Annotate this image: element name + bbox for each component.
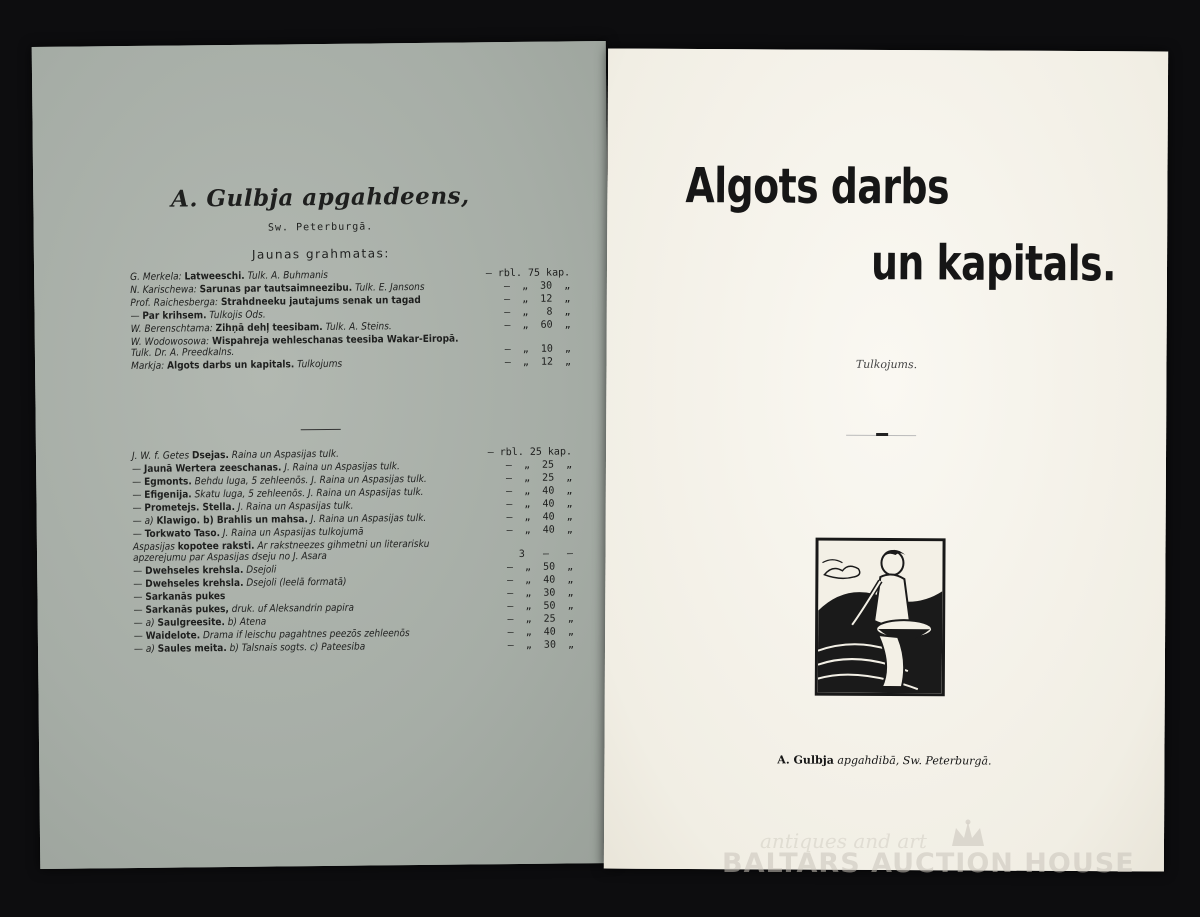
book-note: Ar rakstneezes gihmetni un literarisku apzerejumu par Aspasijas dseju no J. Asara	[133, 538, 430, 564]
book-note: J. Raina un Aspasijas tulk.	[237, 500, 354, 513]
book-price: — „ 40 „	[506, 524, 573, 537]
book-author: — a)	[132, 515, 154, 527]
back-cover-page	[32, 41, 615, 869]
new-books-heading: Jaunas grahmatas:	[251, 246, 390, 262]
book-price: — „ 12 „	[504, 293, 571, 306]
book-author: —	[133, 591, 143, 603]
book-list-item	[131, 332, 571, 359]
book-title: Par krihsem.	[142, 310, 207, 322]
book-price: — rbl. 75 kap.	[485, 267, 571, 280]
book-title: Dwehseles krehsla.	[145, 577, 244, 590]
book-author: — a)	[133, 643, 155, 655]
book-note: Drama if leischu pagahtnes peezōs zehleenōs	[202, 628, 410, 642]
book-title: Sarunas par tautsaimneezibu.	[199, 282, 353, 296]
book-price: — „ 40 „	[507, 626, 574, 639]
book-list-item	[134, 639, 574, 655]
book-title: Saulgreesite.	[157, 617, 225, 629]
book-title: Strahdneeku jautajums senak un tagad	[220, 294, 421, 309]
book-title: Efigenija.	[144, 489, 192, 501]
book-note: J. Raina un Aspasijas tulk.	[310, 512, 427, 526]
ornamental-rule-mark	[876, 433, 888, 436]
title-line-2: un kapitals.	[870, 234, 1117, 292]
book-title: Sarkanās pukes,	[145, 603, 229, 616]
book-title: Jaunā Wertera zeeschanas.	[143, 462, 282, 475]
book-price: — „ 40 „	[506, 485, 573, 498]
book-price: 3 — —	[518, 548, 574, 560]
book-author: —	[132, 489, 142, 501]
title-page	[604, 49, 1168, 872]
book-title: kopotee raksti.	[177, 540, 255, 553]
book-title: Dsejas.	[191, 449, 229, 462]
book-author: Markja:	[131, 360, 165, 373]
imprint-publisher: A. Gulbja	[777, 753, 834, 767]
book-list-item	[131, 356, 571, 372]
watermark-brand: BALTARS AUCTION HOUSE	[722, 848, 1135, 879]
book-price: — „ 25 „	[505, 459, 573, 472]
woodcut-illustration-icon	[818, 541, 943, 694]
book-list-top	[130, 267, 571, 374]
title-line-1: Algots darbs	[685, 157, 950, 216]
book-title: Dwehseles krehsla.	[145, 564, 244, 577]
book-note: Tulkojums	[297, 358, 343, 371]
publisher-heading: A. Gulbja apgahdeens,	[170, 182, 470, 213]
book-note: Behdu luga, 5 zehleenōs. J. Raina un Aspasijas tulk.	[194, 473, 427, 488]
list-divider	[301, 429, 341, 430]
book-price: — „ 30 „	[507, 639, 575, 652]
book-note: Tulk. Dr. A. Preedkalns.	[130, 346, 235, 360]
book-price: — „ 50 „	[507, 600, 574, 613]
book-note: Tulk. A. Steins.	[325, 321, 392, 333]
book-price: — „ 25 „	[507, 613, 574, 626]
book-note: Tulk. A. Buhmanis	[247, 269, 329, 282]
book-note: Tulk. E. Jansons	[354, 281, 425, 294]
book-note: Skatu luga, 5 zehleenōs. J. Raina un Aspasijas tulk.	[194, 486, 424, 501]
imprint-line	[604, 753, 1164, 769]
book-title: Saules meita.	[157, 643, 227, 655]
book-price: — „ 10 „	[504, 343, 571, 356]
book-title: Latweeschi.	[184, 270, 245, 283]
book-note: Dsejoli	[246, 564, 277, 576]
book-note: J. Raina un Aspasijas tulkojumā	[222, 526, 364, 540]
book-title: Prometejs. Stella.	[144, 501, 236, 514]
book-price: — „ 50 „	[506, 561, 574, 574]
book-price: — „ 8 „	[504, 306, 571, 319]
book-list-bottom	[132, 446, 574, 657]
book-note: J. Raina un Aspasijas tulk.	[284, 461, 400, 474]
book-title: Waidelote.	[145, 630, 201, 642]
book-note: Tulkojis Ods.	[209, 309, 266, 322]
book-price: — „ 40 „	[507, 574, 574, 587]
book-author: —	[132, 528, 142, 540]
book-title: Egmonts.	[144, 476, 192, 488]
book-author: N. Karischewa:	[130, 284, 197, 297]
book-author: G. Merkela:	[130, 271, 182, 284]
book-title: Klawigo. b) Brahlis un mahsa.	[156, 514, 308, 527]
book-note: b) Atena	[227, 616, 267, 629]
publisher-city: Sw. Peterburgā.	[267, 221, 374, 234]
book-price: — „ 30 „	[503, 280, 571, 293]
book-title: Torkwato Taso.	[144, 528, 221, 540]
book-price: — „ 30 „	[507, 587, 574, 600]
book-note: druk. uf Aleksandrin papira	[231, 602, 355, 615]
book-author: —	[133, 578, 143, 590]
book-list-item	[133, 537, 573, 564]
book-author: —	[132, 476, 142, 488]
crown-icon	[948, 816, 988, 856]
book-price: — „ 12 „	[504, 356, 572, 369]
book-author: J. W. f. Getes	[131, 450, 190, 462]
book-author: W. Wodowosowa:	[130, 336, 210, 349]
book-title: Algots darbs un kapitals.	[167, 359, 295, 372]
book-price: — „ 25 „	[505, 472, 573, 485]
book-author: Aspasijas	[132, 541, 175, 553]
book-price: — rbl. 25 kap.	[487, 446, 573, 459]
book-author: —	[130, 310, 140, 323]
book-price: — „ 40 „	[506, 498, 573, 511]
book-author: —	[133, 565, 143, 577]
book-author: —	[133, 630, 143, 642]
imprint-rest: apgahdibā, Sw. Peterburgā.	[833, 753, 992, 768]
woodcut-sower-illustration	[815, 538, 946, 697]
book-title: Sarkanās pukes	[145, 591, 226, 603]
book-price: — „ 40 „	[506, 511, 573, 524]
book-author: — a)	[133, 617, 155, 629]
book-note: Dsejoli (leelā formatā)	[246, 576, 347, 589]
book-note: Raina un Aspasijas tulk.	[231, 448, 339, 461]
book-price: — „ 60 „	[504, 319, 571, 332]
translation-note: Tulkojums.	[855, 357, 918, 372]
book-title: Wispahreja wehleschanas teesiba Wakar-Eiropā.	[211, 333, 459, 348]
watermark-tagline: antiques and art	[760, 829, 927, 853]
book-author: W. Berenschtama:	[130, 323, 213, 336]
book-note: b) Talsnais sogts. c) Pateesiba	[229, 641, 366, 654]
book-author: —	[132, 502, 142, 514]
book-author: —	[132, 463, 142, 475]
book-author: Prof. Raichesberga:	[130, 297, 219, 310]
book-author: —	[133, 604, 143, 616]
book-title: Zihņā dehļ teesibam.	[215, 321, 323, 335]
